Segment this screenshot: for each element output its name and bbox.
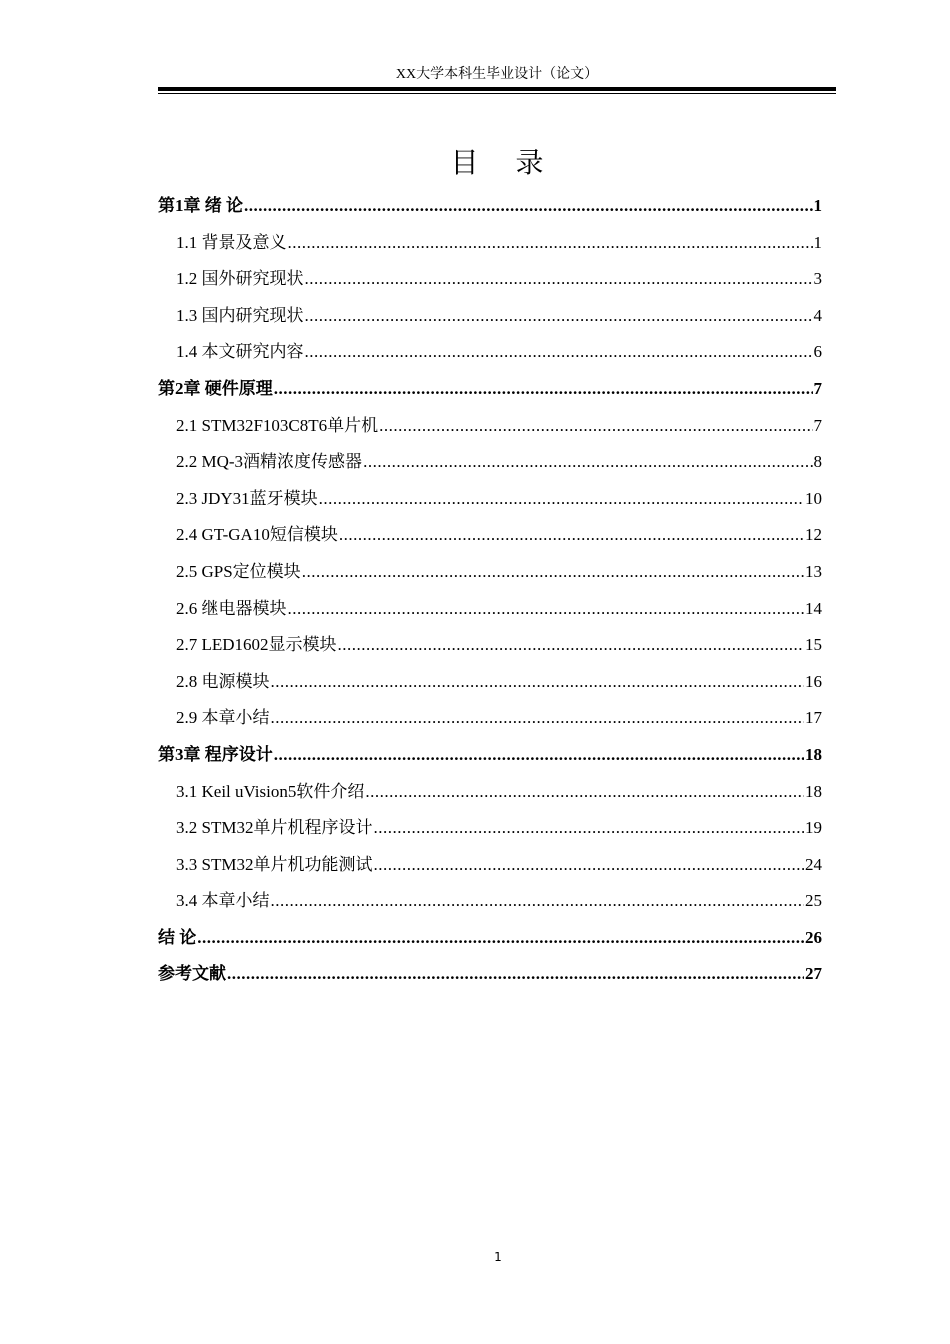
toc-entry-page: 7 — [813, 415, 822, 435]
toc-entry-label: 2.5 GPS定位模块 — [176, 561, 301, 581]
toc-entry-label: 2.6 继电器模块 — [176, 598, 287, 618]
toc-entry-page: 4 — [813, 305, 822, 325]
toc-entry-label: 参考文献 — [158, 964, 226, 984]
toc-dot-leader — [197, 920, 804, 957]
toc-section-entry[interactable] — [158, 554, 822, 591]
toc-entry-page: 14 — [805, 598, 822, 618]
toc-entry-label: 1.4 本文研究内容 — [176, 342, 304, 362]
toc-section-entry[interactable] — [158, 774, 822, 811]
toc-entry-label: 3.2 STM32单片机程序设计 — [176, 818, 373, 838]
toc-dot-leader — [288, 591, 805, 628]
toc-entry-page: 15 — [805, 635, 822, 655]
toc-entry-page: 18 — [805, 744, 822, 764]
toc-entry-page: 8 — [813, 452, 822, 472]
toc-entry-label: 结 论 — [158, 927, 197, 947]
toc-dot-leader — [302, 554, 804, 591]
toc-section-entry[interactable] — [158, 847, 822, 884]
toc-entry-page: 27 — [805, 964, 822, 984]
toc-section-entry[interactable] — [158, 261, 822, 298]
toc-dot-leader — [271, 883, 805, 920]
toc-chapter-entry[interactable] — [158, 920, 822, 957]
toc-entry-page: 1 — [813, 196, 822, 215]
toc-entry-label: 2.2 MQ-3酒精浓度传感器 — [176, 452, 363, 472]
toc-section-entry[interactable] — [158, 810, 822, 847]
toc-entry-page: 26 — [805, 927, 822, 947]
toc-entry-page: 3 — [813, 269, 822, 289]
toc-dot-leader — [339, 517, 804, 554]
toc-section-entry[interactable] — [158, 700, 822, 737]
toc-entry-page: 16 — [805, 671, 822, 691]
header-rule-thin — [158, 93, 836, 94]
toc-entry-page: 19 — [805, 818, 822, 838]
running-header: XX大学本科生毕业设计（论文） — [395, 67, 599, 82]
toc-entry-label: 第3章 程序设计 — [158, 744, 273, 764]
toc-dot-leader — [274, 371, 813, 408]
toc-dot-leader — [319, 481, 804, 518]
toc-entry-page: 13 — [805, 561, 822, 581]
toc-chapter-entry[interactable] — [158, 737, 822, 774]
toc-dot-leader — [288, 225, 813, 262]
toc-dot-leader — [244, 188, 813, 225]
toc-dot-leader — [373, 810, 804, 847]
page-number: 1 — [494, 1250, 502, 1264]
toc-entry-label: 2.3 JDY31蓝牙模块 — [176, 488, 318, 508]
toc-entry-label: 2.8 电源模块 — [176, 671, 270, 691]
toc-entry-page: 6 — [813, 342, 822, 362]
toc-entry-label: 2.7 LED1602显示模块 — [176, 635, 337, 655]
toc-dot-leader — [271, 700, 805, 737]
toc-dot-leader — [305, 334, 813, 371]
toc-title: 目 录 — [450, 146, 558, 179]
toc-entry-label: 第2章 硬件原理 — [158, 378, 273, 398]
toc-list — [158, 188, 822, 993]
toc-entry-page: 18 — [805, 781, 822, 801]
toc-entry-label: 1.3 国内研究现状 — [176, 305, 304, 325]
toc-entry-page: 1 — [813, 232, 822, 252]
toc-section-entry[interactable] — [158, 444, 822, 481]
toc-entry-page: 10 — [805, 488, 822, 508]
toc-section-entry[interactable] — [158, 883, 822, 920]
toc-section-entry[interactable] — [158, 664, 822, 701]
toc-dot-leader — [305, 261, 813, 298]
toc-entry-page: 12 — [805, 525, 822, 545]
toc-entry-label: 3.1 Keil uVision5软件介绍 — [176, 781, 365, 801]
toc-dot-leader — [274, 737, 804, 774]
toc-section-entry[interactable] — [158, 591, 822, 628]
toc-section-entry[interactable] — [158, 517, 822, 554]
toc-entry-page: 17 — [805, 708, 822, 728]
toc-dot-leader — [227, 956, 804, 993]
toc-entry-label: 3.4 本章小结 — [176, 891, 270, 911]
toc-chapter-entry[interactable] — [158, 956, 822, 993]
toc-dot-leader — [373, 847, 804, 884]
toc-entry-label: 2.9 本章小结 — [176, 708, 270, 728]
toc-dot-leader — [271, 664, 805, 701]
toc-section-entry[interactable] — [158, 334, 822, 371]
toc-dot-leader — [365, 774, 804, 811]
header-rule-thick — [158, 87, 836, 91]
toc-chapter-entry[interactable] — [158, 371, 822, 408]
toc-entry-label: 第1章 绪 论 — [158, 196, 243, 215]
toc-entry-page: 7 — [813, 378, 822, 398]
toc-section-entry[interactable] — [158, 627, 822, 664]
toc-section-entry[interactable] — [158, 408, 822, 445]
toc-dot-leader — [305, 298, 813, 335]
toc-dot-leader — [379, 408, 812, 445]
toc-entry-label: 2.4 GT-GA10短信模块 — [176, 525, 338, 545]
toc-section-entry[interactable] — [158, 298, 822, 335]
toc-section-entry[interactable] — [158, 481, 822, 518]
toc-dot-leader — [363, 444, 812, 481]
toc-section-entry[interactable] — [158, 225, 822, 262]
toc-entry-label: 1.1 背景及意义 — [176, 232, 287, 252]
toc-entry-page: 25 — [805, 891, 822, 911]
toc-entry-label: 2.1 STM32F103C8T6单片机 — [176, 415, 379, 435]
toc-chapter-entry[interactable] — [158, 188, 822, 225]
toc-entry-label: 1.2 国外研究现状 — [176, 269, 304, 289]
toc-entry-label: 3.3 STM32单片机功能测试 — [176, 854, 373, 874]
toc-dot-leader — [338, 627, 804, 664]
toc-entry-page: 24 — [805, 854, 822, 874]
